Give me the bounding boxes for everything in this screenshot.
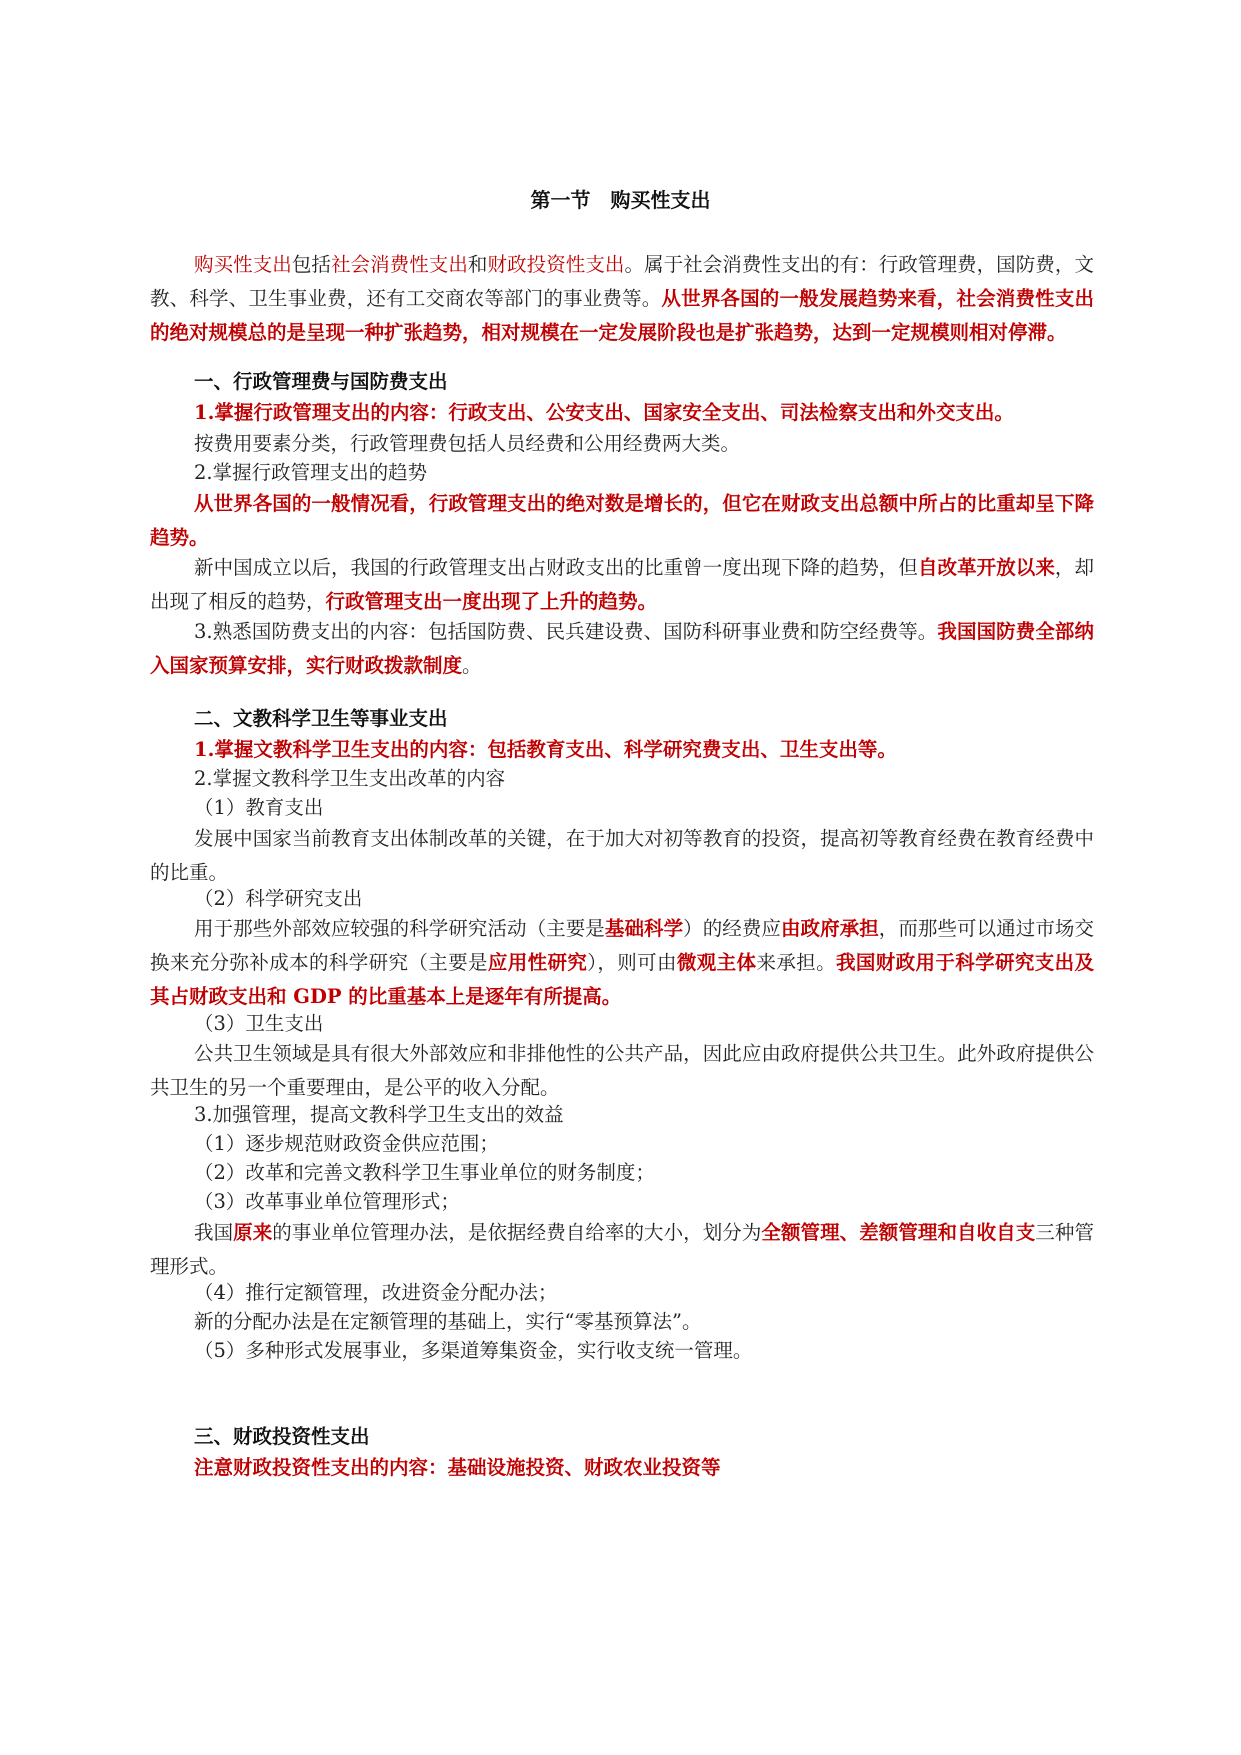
sec2-p11: （2）改革和完善文教科学卫生事业单位的财务制度； [194, 1161, 655, 1184]
text-run: 我国 [194, 1221, 234, 1244]
sec2-p4: 发展中国家当前教育支出体制改革的关键，在于加大对初等教育的投资，提高初等教育经费在教育经费中的比重。 [150, 827, 1094, 884]
sec2-p12: （3）改革事业单位管理形式； [194, 1190, 460, 1213]
sec1-p1: 1.掌握行政管理支出的内容：行政支出、公安支出、国家安全支出、司法检察支出和外交支出。 [194, 401, 1014, 424]
sec2-p8: 公共卫生领域是具有很大外部效应和非排他性的公共产品，因此应由政府提供公共卫生。此外政府提供公共卫生的另一个重要理由，是公平的收入分配。 [150, 1042, 1094, 1099]
sec1-p6 [150, 615, 1094, 683]
sec2-p15: 新的分配办法是在定额管理的基础上，实行“零基预算法”。 [194, 1310, 702, 1333]
sec1-p4: 从世界各国的一般情况看，行政管理支出的绝对数是增长的，但它在财政支出总额中所占的比重却呈下降趋势。 [150, 492, 1094, 549]
text-run: 我国财政用于科学研究支出及其占财政支出和 GDP 的比重基本上是逐年有所提高。 [150, 951, 1094, 1008]
text-run: 全额管理、差额管理和自收自支 [761, 1221, 1036, 1244]
text-run: 行政管理支出一度出现了上升的趋势。 [325, 590, 658, 613]
sec3-p1: 注意财政投资性支出的内容：基础设施投资、财政农业投资等 [194, 1456, 721, 1479]
text-run: 自改革开放以来 [917, 556, 1055, 579]
text-run: 基础科学 [604, 917, 684, 940]
section-3-heading: 三、财政投资性支出 [194, 1425, 370, 1448]
text-run: 用于那些外部效应较强的科学研究活动（主要是 [194, 917, 605, 940]
section-2-heading: 二、文教科学卫生等事业支出 [194, 707, 448, 730]
sec1-p2: 按费用要素分类，行政管理费包括人员经费和公用经费两大类。 [194, 432, 741, 455]
text-run: 社会消费性支出 [330, 253, 468, 276]
page-title: 第一节 购买性支出 [530, 188, 711, 212]
sec2-p10: （1）逐步规范财政资金供应范围； [194, 1132, 499, 1155]
sec2-p9: 3.加强管理，提高文教科学卫生支出的效益 [194, 1103, 564, 1126]
sec2-p2: 2.掌握文教科学卫生支出改革的内容 [194, 767, 506, 790]
sec2-p14: （4）推行定额管理，改进资金分配办法； [194, 1281, 558, 1304]
text-run: 。 [462, 654, 482, 677]
text-run: ），则可由 [587, 951, 677, 974]
text-run: 微观主体 [676, 951, 757, 974]
text-run: 三种管理形式。 [150, 1221, 1094, 1278]
text-run: 由政府承担 [780, 917, 879, 940]
text-run: 新中国成立以后，我国的行政管理支出占财政支出的比重曾一度出现下降的趋势，但 [194, 556, 918, 579]
sec2-p6 [150, 912, 1094, 1014]
text-run: 和 [467, 253, 488, 276]
sec2-p13 [150, 1216, 1094, 1284]
text-run: ，却出现了相反的趋势， [150, 556, 1094, 613]
text-run: 应用性研究 [487, 951, 588, 974]
sec1-p5 [150, 551, 1094, 619]
text-run: 的事业单位管理办法，是依据经费自给率的大小，划分为 [272, 1221, 762, 1244]
text-run: ，而那些可以通过市场交换来充分弥补成本的科学研究（主要是 [150, 917, 1094, 974]
sec2-p16: （5）多种形式发展事业，多渠道筹集资金，实行收支统一管理。 [194, 1339, 753, 1362]
sec2-p7: （3）卫生支出 [194, 1012, 324, 1035]
text-run: 财政投资性支出 [487, 253, 625, 276]
text-run: 我国国防费全部纳入国家预算安排，实行财政拨款制度 [150, 620, 1094, 677]
sec2-p5: （2）科学研究支出 [194, 887, 363, 910]
text-run: 包括 [291, 253, 331, 276]
sec2-p3: （1）教育支出 [194, 796, 324, 819]
text-run: 从世界各国的一般发展趋势来看，社会消费性支出的绝对规模总的是呈现一种扩张趋势，相对规模在一定发展阶段也是扩张趋势，达到一定规模则相对停滞。 [150, 287, 1094, 344]
text-run: 购买性支出 [194, 253, 292, 276]
section-1-heading: 一、行政管理费与国防费支出 [194, 370, 448, 393]
intro-paragraph [150, 248, 1094, 350]
sec1-p3: 2.掌握行政管理支出的趋势 [194, 461, 428, 484]
text-run: ）的经费应 [683, 917, 781, 940]
text-run: 来承担。 [756, 951, 836, 974]
text-run: 。属于社会消费性支出的有：行政管理费，国防费，文教、科学、卫生事业费，还有工交商农等部门的事业费等。 [150, 253, 1094, 310]
sec2-p1: 1.掌握文教科学卫生支出的内容：包括教育支出、科学研究费支出、卫生支出等。 [194, 738, 897, 761]
text-run: 3.熟悉国防费支出的内容：包括国防费、民兵建设费、国防科研事业费和防空经费等。 [194, 620, 938, 643]
text-run: 原来 [233, 1221, 273, 1244]
